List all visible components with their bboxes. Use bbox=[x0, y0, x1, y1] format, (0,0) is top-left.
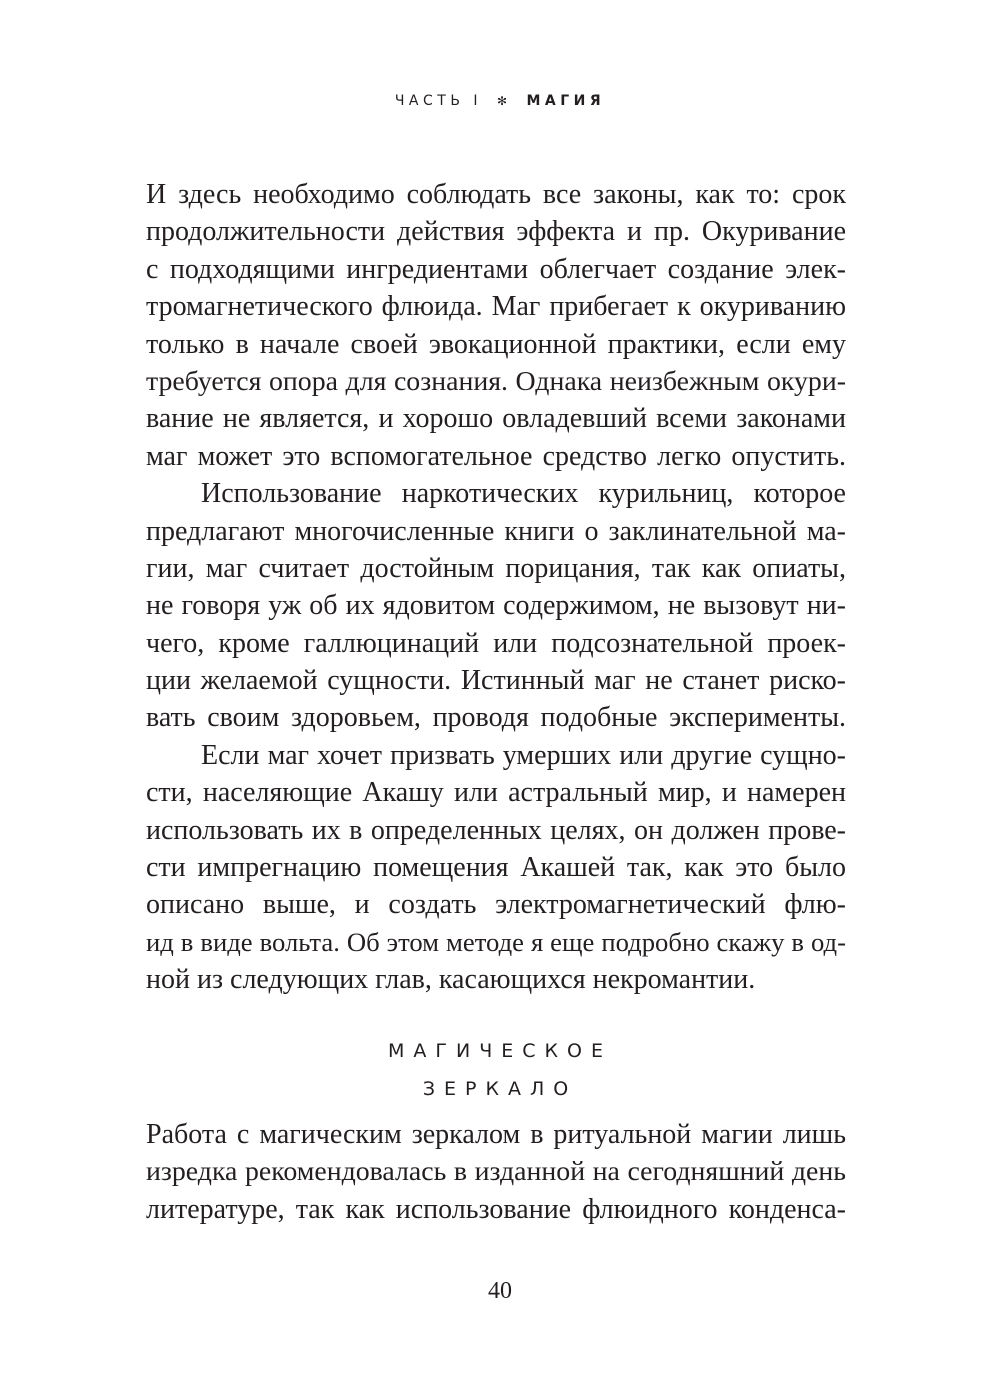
text-line: Работа с магическим зеркалом в ритуальной магии лишь bbox=[146, 1119, 846, 1150]
section-title-line-2: ЗЕРКАЛО bbox=[422, 1078, 578, 1100]
running-head-part: ЧАСТЬ I bbox=[394, 93, 483, 109]
text-line: литературе, так как использование флюидного конденса- bbox=[146, 1193, 846, 1225]
text-line: вать своим здоровьем, проводя подобные эксперименты. bbox=[146, 702, 846, 734]
running-head bbox=[0, 91, 1000, 111]
text-line: тромагнетического флюида. Маг прибегает к окуриванию bbox=[146, 291, 846, 323]
text-line: только в начале своей эвокационной практики, если ему bbox=[146, 328, 846, 360]
text-line: ной из следующих глав, касающихся некромантии. bbox=[146, 964, 756, 996]
body-text-block bbox=[146, 1116, 846, 1228]
text-line: чего, кроме галлюцинаций или подсознательной проек- bbox=[146, 627, 846, 659]
asterisk-ornament-icon: ✻ bbox=[496, 94, 512, 108]
text-line: ид в виде вольта. Об этом методе я еще подробно скажу в од- bbox=[146, 926, 846, 957]
text-line: не говоря уж об их ядовитом содержимом, не вызовут ни- bbox=[146, 590, 846, 622]
text-line: Если маг хочет призвать умерших или другие сущно- bbox=[201, 739, 846, 771]
text-line: описано выше, и создать электромагнетический флю- bbox=[146, 889, 846, 921]
text-line: И здесь необходимо соблюдать все законы, как то: срок bbox=[146, 179, 846, 210]
text-line: изредка рекомендовалась в изданной на сегодняшний день bbox=[146, 1156, 846, 1188]
text-line: использовать их в определенных целях, он должен прове- bbox=[146, 814, 846, 846]
text-line: гии, маг считает достойным порицания, так как опиаты, bbox=[146, 552, 846, 584]
text-line: Использование наркотических курильниц, которое bbox=[201, 478, 846, 510]
text-line: требуется опора для сознания. Однака неизбежным окури- bbox=[146, 365, 846, 397]
text-line: предлагают многочисленные книги о заклинательной ма- bbox=[146, 515, 846, 547]
text-line: сти импрегнацию помещения Акашей так, как это было bbox=[146, 852, 846, 884]
text-line: с подходящими ингредиентами облегчает создание элек- bbox=[146, 253, 846, 285]
text-line: продолжительности действия эффекта и пр. Окуривание bbox=[146, 216, 846, 248]
text-line: вание не является, и хорошо овладевший всеми законами bbox=[146, 403, 846, 435]
running-head-chapter: МАГИЯ bbox=[526, 93, 606, 109]
text-line: маг может это вспомогательное средство легко опустить. bbox=[146, 440, 846, 472]
text-line: сти, населяющие Акашу или астральный мир, и намерен bbox=[146, 777, 846, 809]
body-text-block bbox=[146, 176, 846, 999]
section-title-line-1: МАГИЧЕСКОЕ bbox=[388, 1040, 612, 1062]
page-number: 40 bbox=[488, 1278, 512, 1304]
text-line: ции желаемой сущности. Истинный маг не станет риско- bbox=[146, 665, 846, 697]
